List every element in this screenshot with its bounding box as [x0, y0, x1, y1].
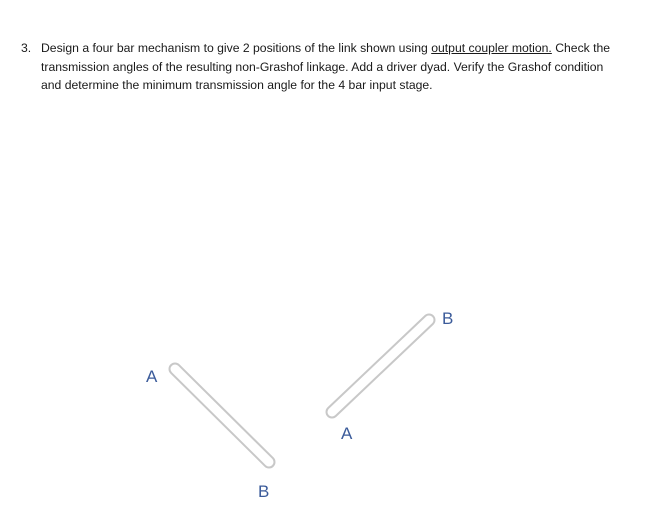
problem-number: 3. — [21, 41, 32, 55]
problem-text-prefix: Design a four bar mechanism to give 2 positions of the link shown using — [41, 41, 432, 55]
label-position-2-b: B — [442, 309, 454, 328]
label-position-1-b: B — [258, 482, 270, 501]
problem-text-rest: Check the transmission angles of the resulting non-Grashof linkage. Add a driver dyad. Verify the Grashof condition and determine the minimum transmission angle for the 4 bar input stage. — [41, 41, 611, 92]
label-position-2-a: A — [341, 424, 353, 443]
label-position-1-a: A — [146, 367, 158, 386]
problem-text-underlined: output coupler motion. — [431, 41, 552, 55]
link-position-2 — [332, 320, 429, 412]
link-position-1 — [175, 369, 269, 462]
